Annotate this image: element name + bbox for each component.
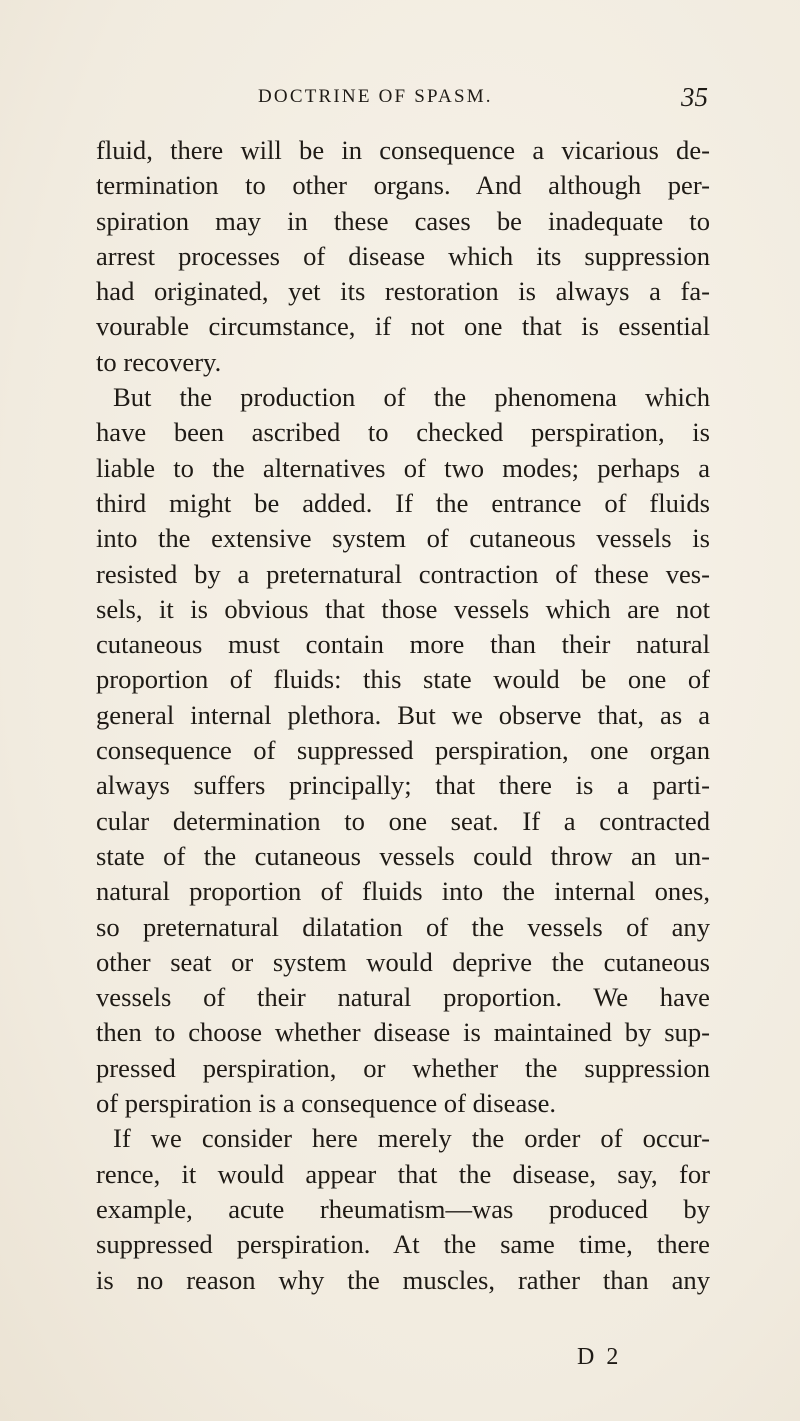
signature-mark: D 2 [577, 1344, 622, 1370]
text-line: proportion of fluids: this state would be one of [96, 664, 710, 695]
text-line: so preternatural dilatation of the vessels of any [96, 911, 710, 942]
text-line: general internal plethora. But we observe that, as a [96, 699, 710, 730]
text-line: third might be added. If the entrance of fluids [96, 487, 710, 518]
text-line: vourable circumstance, if not one that is essential [96, 311, 710, 342]
text-line: have been ascribed to checked perspiration, is [96, 417, 710, 448]
text-line: is no reason why the muscles, rather than any [96, 1264, 710, 1295]
text-line: resisted by a preternatural contraction of these ves- [96, 558, 710, 589]
text-line: of perspiration is a consequence of disease. [96, 1088, 557, 1119]
text-line: arrest processes of disease which its suppression [96, 240, 710, 271]
text-line: termination to other organs. And although per- [96, 170, 710, 201]
body-text [96, 133, 710, 1298]
text-line: But the production of the phenomena which [113, 382, 710, 413]
text-line: liable to the alternatives of two modes; perhaps a [96, 452, 710, 483]
text-line: vessels of their natural proportion. We have [96, 982, 710, 1013]
running-head [258, 82, 708, 116]
text-line: fluid, there will be in consequence a vicarious de- [96, 135, 710, 165]
page-number: 35 [681, 82, 708, 112]
text-line: into the extensive system of cutaneous vessels is [96, 523, 710, 554]
text-line: natural proportion of fluids into the internal ones, [96, 876, 710, 907]
text-line: had originated, yet its restoration is always a fa- [96, 276, 710, 307]
text-line: then to choose whether disease is maintained by sup- [96, 1017, 710, 1048]
text-line: rence, it would appear that the disease, say, for [96, 1158, 710, 1189]
text-line: cular determination to one seat. If a contracted [96, 805, 710, 836]
text-line: pressed perspiration, or whether the suppression [96, 1052, 710, 1083]
text-line: example, acute rheumatism—was produced by [96, 1193, 710, 1224]
text-line: to recovery. [96, 346, 222, 377]
text-line: sels, it is obvious that those vessels which are not [96, 593, 710, 624]
text-line: consequence of suppressed perspiration, one organ [96, 735, 710, 766]
text-line: state of the cutaneous vessels could throw an un- [96, 840, 710, 871]
text-line: If we consider here merely the order of occur- [113, 1123, 710, 1154]
text-line: spiration may in these cases be inadequate to [96, 205, 710, 236]
text-line: other seat or system would deprive the cutaneous [96, 946, 710, 977]
text-line: always suffers principally; that there is a parti- [96, 770, 710, 801]
text-line: cutaneous must contain more than their natural [96, 629, 710, 660]
running-title: DOCTRINE OF SPASM. [258, 86, 493, 107]
text-line: suppressed perspiration. At the same time, there [96, 1229, 710, 1260]
